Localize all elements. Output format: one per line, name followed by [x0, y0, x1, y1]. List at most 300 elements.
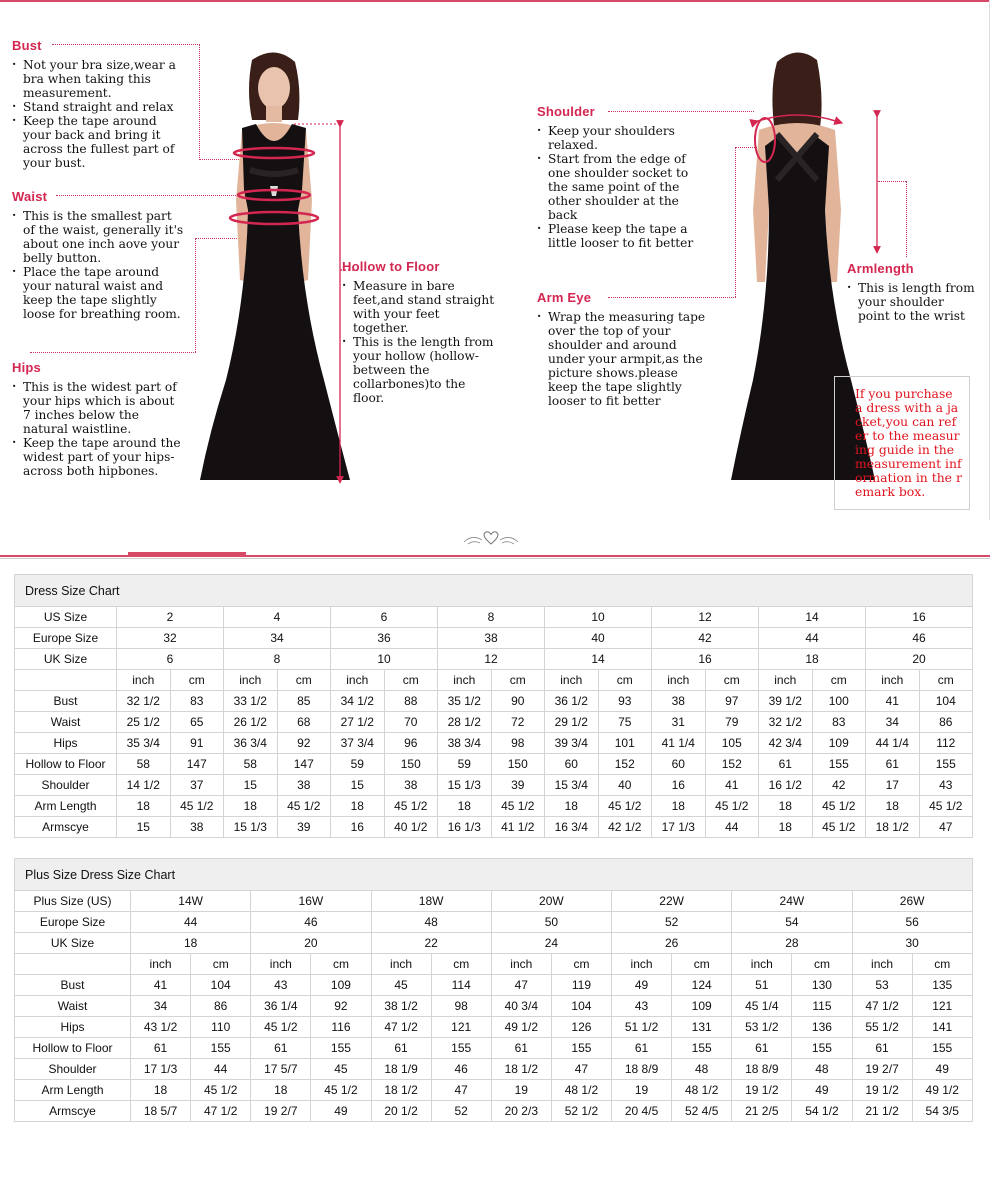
- measure-cell: 32 1/2: [759, 712, 813, 733]
- measure-cell: 49: [792, 1080, 852, 1101]
- size-cell: 18W: [371, 891, 491, 912]
- measure-cell: 16 1/3: [438, 817, 492, 838]
- measure-cell: 36 3/4: [224, 733, 278, 754]
- measure-cell: 40: [598, 775, 652, 796]
- measure-cell: 86: [919, 712, 973, 733]
- measure-cell: 44 1/4: [866, 733, 920, 754]
- measure-cell: 18: [117, 796, 171, 817]
- measure-cell: 54 3/5: [912, 1101, 972, 1122]
- size-cell: 20: [866, 649, 973, 670]
- measure-cell: 152: [705, 754, 759, 775]
- measure-cell: 61: [491, 1038, 551, 1059]
- measure-cell: 45 1/2: [919, 796, 973, 817]
- size-cell: 18: [131, 933, 251, 954]
- measure-cell: 16: [331, 817, 385, 838]
- measure-cell: 19: [491, 1080, 551, 1101]
- measure-cell: 49: [612, 975, 672, 996]
- size-cell: 12: [438, 649, 545, 670]
- measure-cell: 104: [551, 996, 611, 1017]
- measure-cell: 68: [277, 712, 331, 733]
- measure-cell: 41: [866, 691, 920, 712]
- plus-size-dress-chart: [14, 858, 973, 1122]
- unit-inch-cell: inch: [371, 954, 431, 975]
- unit-inch-cell: inch: [852, 954, 912, 975]
- measure-cell: 38: [652, 691, 706, 712]
- measure-cell: 18: [545, 796, 599, 817]
- measure-cell: 42 1/2: [598, 817, 652, 838]
- size-cell: 8: [438, 607, 545, 628]
- measure-cell: 53: [852, 975, 912, 996]
- measure-cell: 60: [652, 754, 706, 775]
- measure-cell: 48 1/2: [672, 1080, 732, 1101]
- measure-cell: 55 1/2: [852, 1017, 912, 1038]
- size-cell: 14: [759, 607, 866, 628]
- measure-cell: 19 2/7: [251, 1101, 311, 1122]
- arm-eye-leader: [608, 297, 736, 298]
- unit-inch-cell: inch: [866, 670, 920, 691]
- measure-cell: 18 1/9: [371, 1059, 431, 1080]
- hips-notes: [12, 380, 184, 478]
- size-cell: 6: [117, 649, 224, 670]
- measure-cell: 18: [131, 1080, 191, 1101]
- size-cell: 50: [491, 912, 611, 933]
- measure-cell: 29 1/2: [545, 712, 599, 733]
- row-label: US Size: [15, 607, 117, 628]
- measure-cell: 18: [652, 796, 706, 817]
- measure-cell: 43: [251, 975, 311, 996]
- measurement-row: [15, 712, 973, 733]
- unit-cm-cell: cm: [812, 670, 866, 691]
- size-cell: 44: [759, 628, 866, 649]
- size-cell: 16: [652, 649, 759, 670]
- size-cell: 46: [866, 628, 973, 649]
- measure-cell: 17 5/7: [251, 1059, 311, 1080]
- unit-inch-cell: inch: [131, 954, 191, 975]
- size-cell: 8: [224, 649, 331, 670]
- measurement-row: [15, 733, 973, 754]
- size-cell: 20W: [491, 891, 611, 912]
- measure-cell: 38: [277, 775, 331, 796]
- unit-inch-cell: inch: [545, 670, 599, 691]
- guide-note-item: · Not your bra size,wear a bra when taking this measurement.: [12, 58, 184, 100]
- measure-cell: 18: [866, 796, 920, 817]
- measure-cell: 18 8/9: [732, 1059, 792, 1080]
- measure-cell: 47: [431, 1080, 491, 1101]
- measure-cell: 58: [224, 754, 278, 775]
- measure-cell: 35 3/4: [117, 733, 171, 754]
- measure-cell: 39 1/2: [759, 691, 813, 712]
- section-divider: [0, 520, 990, 560]
- measure-cell: 98: [491, 733, 545, 754]
- armlength-leader: [906, 181, 907, 257]
- measure-cell: 18: [331, 796, 385, 817]
- unit-row: [15, 670, 973, 691]
- measure-cell: 41: [131, 975, 191, 996]
- measure-cell: 72: [491, 712, 545, 733]
- size-cell: 34: [224, 628, 331, 649]
- hips-leader: [30, 352, 196, 353]
- unit-inch-cell: inch: [612, 954, 672, 975]
- measure-cell: 43 1/2: [131, 1017, 191, 1038]
- size-cell: 12: [652, 607, 759, 628]
- measure-cell: 34: [131, 996, 191, 1017]
- measure-cell: 19 1/2: [852, 1080, 912, 1101]
- row-label: Hollow to Floor: [15, 1038, 131, 1059]
- row-label: Waist: [15, 712, 117, 733]
- measure-cell: 51: [732, 975, 792, 996]
- measure-cell: 91: [170, 733, 224, 754]
- size-cell: 36: [331, 628, 438, 649]
- measure-cell: 45 1/2: [311, 1080, 371, 1101]
- measure-cell: 47 1/2: [191, 1101, 251, 1122]
- measure-cell: 38: [170, 817, 224, 838]
- measure-cell: 16: [652, 775, 706, 796]
- measure-cell: 115: [792, 996, 852, 1017]
- measure-cell: 36 1/2: [545, 691, 599, 712]
- measure-cell: 59: [331, 754, 385, 775]
- measure-cell: 61: [852, 1038, 912, 1059]
- measure-cell: 45 1/2: [598, 796, 652, 817]
- divider-accent-tab: [128, 552, 246, 555]
- measure-cell: 45 1/2: [191, 1080, 251, 1101]
- measure-cell: 45 1/2: [812, 796, 866, 817]
- measure-cell: 79: [705, 712, 759, 733]
- measure-cell: 17 1/3: [131, 1059, 191, 1080]
- heart-flourish-icon: [462, 528, 520, 550]
- measure-cell: 47: [919, 817, 973, 838]
- measure-cell: 37 3/4: [331, 733, 385, 754]
- measure-cell: 42 3/4: [759, 733, 813, 754]
- measure-cell: 43: [919, 775, 973, 796]
- measure-cell: 47 1/2: [852, 996, 912, 1017]
- measure-cell: 45 1/2: [170, 796, 224, 817]
- guide-note-item: · Stand straight and relax: [12, 100, 184, 114]
- unit-inch-cell: inch: [652, 670, 706, 691]
- size-header-row: [15, 891, 973, 912]
- measure-cell: 19 1/2: [732, 1080, 792, 1101]
- measure-cell: 155: [792, 1038, 852, 1059]
- measure-cell: 28 1/2: [438, 712, 492, 733]
- measure-cell: 18: [251, 1080, 311, 1101]
- measure-cell: 155: [912, 1038, 972, 1059]
- divider-accent-line: [0, 555, 990, 557]
- measure-cell: 15 1/3: [438, 775, 492, 796]
- measure-cell: 109: [672, 996, 732, 1017]
- measure-cell: 110: [191, 1017, 251, 1038]
- bust-notes: [12, 58, 184, 170]
- row-label: Arm Length: [15, 796, 117, 817]
- measure-cell: 38: [384, 775, 438, 796]
- guide-note-item: · Keep the tape around your back and bring it across the fullest part of your bust.: [12, 114, 184, 170]
- blank-cell: [15, 954, 131, 975]
- measure-cell: 98: [431, 996, 491, 1017]
- unit-cm-cell: cm: [277, 670, 331, 691]
- row-label: Plus Size (US): [15, 891, 131, 912]
- row-label: Hollow to Floor: [15, 754, 117, 775]
- measure-cell: 116: [311, 1017, 371, 1038]
- measure-cell: 93: [598, 691, 652, 712]
- size-cell: 16W: [251, 891, 371, 912]
- measure-cell: 83: [812, 712, 866, 733]
- measure-cell: 112: [919, 733, 973, 754]
- measure-cell: 155: [551, 1038, 611, 1059]
- measure-cell: 18: [224, 796, 278, 817]
- measure-cell: 18 1/2: [371, 1080, 431, 1101]
- chart-title: Dress Size Chart: [15, 575, 973, 607]
- hollow-to-floor-heading: Hollow to Floor: [342, 259, 440, 274]
- size-header-row: [15, 607, 973, 628]
- measure-cell: 92: [277, 733, 331, 754]
- arm-eye-notes: [537, 310, 707, 408]
- measure-cell: 90: [491, 691, 545, 712]
- size-cell: 42: [652, 628, 759, 649]
- size-cell: 16: [866, 607, 973, 628]
- size-cell: 14W: [131, 891, 251, 912]
- guide-note-item: · This is length from your shoulder point to the wrist: [847, 281, 977, 323]
- measure-cell: 45 1/2: [251, 1017, 311, 1038]
- size-cell: 40: [545, 628, 652, 649]
- measure-cell: 18 1/2: [866, 817, 920, 838]
- row-label: Shoulder: [15, 1059, 131, 1080]
- measure-cell: 35 1/2: [438, 691, 492, 712]
- measure-cell: 40 1/2: [384, 817, 438, 838]
- measure-cell: 45: [371, 975, 431, 996]
- measure-cell: 88: [384, 691, 438, 712]
- measurement-row: [15, 691, 973, 712]
- unit-cm-cell: cm: [912, 954, 972, 975]
- unit-cm-cell: cm: [705, 670, 759, 691]
- measure-cell: 40 3/4: [491, 996, 551, 1017]
- size-cell: 18: [759, 649, 866, 670]
- measure-cell: 52 4/5: [672, 1101, 732, 1122]
- measure-cell: 18 5/7: [131, 1101, 191, 1122]
- measure-cell: 47: [491, 975, 551, 996]
- measure-cell: 39: [277, 817, 331, 838]
- measure-cell: 16 3/4: [545, 817, 599, 838]
- measure-cell: 124: [672, 975, 732, 996]
- measure-cell: 15 3/4: [545, 775, 599, 796]
- measure-cell: 38 3/4: [438, 733, 492, 754]
- guide-note-item: · This is the length from your hollow (hollow-between the collarbones)to the floor.: [342, 335, 498, 405]
- measure-cell: 20 4/5: [612, 1101, 672, 1122]
- shoulder-notes: [537, 124, 707, 250]
- row-label: Bust: [15, 975, 131, 996]
- size-cell: 24W: [732, 891, 852, 912]
- measure-cell: 37: [170, 775, 224, 796]
- measure-cell: 130: [792, 975, 852, 996]
- size-cell: 32: [117, 628, 224, 649]
- measurement-row: [15, 975, 973, 996]
- size-cell: 48: [371, 912, 491, 933]
- divider-rule: [0, 558, 990, 559]
- measurement-row: [15, 996, 973, 1017]
- measure-cell: 147: [170, 754, 224, 775]
- row-label: Europe Size: [15, 628, 117, 649]
- size-header-row: [15, 649, 973, 670]
- waist-notes: [12, 209, 184, 321]
- measure-cell: 17: [866, 775, 920, 796]
- measure-cell: 18: [438, 796, 492, 817]
- measure-cell: 48: [792, 1059, 852, 1080]
- measure-cell: 97: [705, 691, 759, 712]
- dress-size-chart: [14, 574, 973, 838]
- measure-cell: 41: [705, 775, 759, 796]
- front-dress-figure: [190, 50, 360, 490]
- measure-cell: 49: [912, 1059, 972, 1080]
- measure-cell: 51 1/2: [612, 1017, 672, 1038]
- measure-cell: 131: [672, 1017, 732, 1038]
- size-cell: 4: [224, 607, 331, 628]
- unit-cm-cell: cm: [919, 670, 973, 691]
- measure-cell: 15: [224, 775, 278, 796]
- size-cell: 20: [251, 933, 371, 954]
- measure-cell: 27 1/2: [331, 712, 385, 733]
- measure-cell: 52 1/2: [551, 1101, 611, 1122]
- row-label: UK Size: [15, 933, 131, 954]
- size-cell: 30: [852, 933, 972, 954]
- size-header-row: [15, 628, 973, 649]
- measure-cell: 31: [652, 712, 706, 733]
- unit-inch-cell: inch: [117, 670, 171, 691]
- measure-cell: 16 1/2: [759, 775, 813, 796]
- unit-cm-cell: cm: [672, 954, 732, 975]
- size-cell: 28: [732, 933, 852, 954]
- chart-caption-row: [15, 575, 973, 607]
- arm-eye-heading: Arm Eye: [537, 290, 592, 305]
- unit-inch-cell: inch: [331, 670, 385, 691]
- measure-cell: 21 2/5: [732, 1101, 792, 1122]
- size-cell: 52: [612, 912, 732, 933]
- chart-title: Plus Size Dress Size Chart: [15, 859, 973, 891]
- measure-cell: 121: [912, 996, 972, 1017]
- measure-cell: 135: [912, 975, 972, 996]
- measure-cell: 92: [311, 996, 371, 1017]
- row-label: Hips: [15, 1017, 131, 1038]
- unit-cm-cell: cm: [431, 954, 491, 975]
- measure-cell: 19: [612, 1080, 672, 1101]
- size-cell: 26: [612, 933, 732, 954]
- unit-inch-cell: inch: [759, 670, 813, 691]
- guide-note-item: · This is the smallest part of the waist, generally it's about one inch aove your belly button.: [12, 209, 184, 265]
- unit-cm-cell: cm: [170, 670, 224, 691]
- measure-cell: 49 1/2: [491, 1017, 551, 1038]
- measurement-row: [15, 1038, 973, 1059]
- size-cell: 54: [732, 912, 852, 933]
- guide-note-item: · Start from the edge of one shoulder socket to the same point of the other shoulder at the back: [537, 152, 707, 222]
- measure-cell: 20 1/2: [371, 1101, 431, 1122]
- measure-cell: 21 1/2: [852, 1101, 912, 1122]
- measure-cell: 18 8/9: [612, 1059, 672, 1080]
- size-cell: 2: [117, 607, 224, 628]
- measure-cell: 18 1/2: [491, 1059, 551, 1080]
- waist-heading: Waist: [12, 189, 48, 204]
- measure-cell: 121: [431, 1017, 491, 1038]
- measure-cell: 15: [331, 775, 385, 796]
- shoulder-heading: Shoulder: [537, 104, 595, 119]
- measurement-row: [15, 775, 973, 796]
- measure-cell: 48 1/2: [551, 1080, 611, 1101]
- row-label: Waist: [15, 996, 131, 1017]
- measurement-row: [15, 754, 973, 775]
- size-cell: 10: [545, 607, 652, 628]
- measure-cell: 44: [705, 817, 759, 838]
- measure-cell: 59: [438, 754, 492, 775]
- unit-cm-cell: cm: [792, 954, 852, 975]
- measure-cell: 147: [277, 754, 331, 775]
- measure-cell: 109: [812, 733, 866, 754]
- measure-cell: 25 1/2: [117, 712, 171, 733]
- measure-cell: 45: [311, 1059, 371, 1080]
- size-cell: 56: [852, 912, 972, 933]
- measure-cell: 15: [117, 817, 171, 838]
- measure-cell: 52: [431, 1101, 491, 1122]
- measure-cell: 61: [759, 754, 813, 775]
- blank-cell: [15, 670, 117, 691]
- measurement-row: [15, 1017, 973, 1038]
- armlength-heading: Armlength: [847, 261, 914, 276]
- row-label: UK Size: [15, 649, 117, 670]
- measure-cell: 20 2/3: [491, 1101, 551, 1122]
- measure-cell: 61: [866, 754, 920, 775]
- measure-cell: 126: [551, 1017, 611, 1038]
- measure-cell: 45 1/2: [277, 796, 331, 817]
- guide-note-item: · Please keep the tape a little looser to fit better: [537, 222, 707, 250]
- measure-cell: 155: [672, 1038, 732, 1059]
- size-cell: 24: [491, 933, 611, 954]
- measure-cell: 101: [598, 733, 652, 754]
- measure-cell: 61: [371, 1038, 431, 1059]
- measure-cell: 53 1/2: [732, 1017, 792, 1038]
- measure-cell: 33 1/2: [224, 691, 278, 712]
- measure-cell: 155: [919, 754, 973, 775]
- row-label: Europe Size: [15, 912, 131, 933]
- measure-cell: 136: [792, 1017, 852, 1038]
- unit-row: [15, 954, 973, 975]
- size-cell: 44: [131, 912, 251, 933]
- size-header-row: [15, 912, 973, 933]
- unit-cm-cell: cm: [384, 670, 438, 691]
- bust-leader: [52, 44, 200, 45]
- hips-heading: Hips: [12, 360, 41, 375]
- row-label: Hips: [15, 733, 117, 754]
- hollow-to-floor-notes: [342, 279, 498, 405]
- measure-cell: 39 3/4: [545, 733, 599, 754]
- measure-cell: 54 1/2: [792, 1101, 852, 1122]
- row-label: Armscye: [15, 1101, 131, 1122]
- measure-cell: 61: [732, 1038, 792, 1059]
- guide-note-item: · Keep your shoulders relaxed.: [537, 124, 707, 152]
- measurement-guide: [0, 0, 990, 520]
- measure-cell: 150: [384, 754, 438, 775]
- measure-cell: 119: [551, 975, 611, 996]
- unit-inch-cell: inch: [732, 954, 792, 975]
- size-cell: 6: [331, 607, 438, 628]
- size-cell: 14: [545, 649, 652, 670]
- measure-cell: 65: [170, 712, 224, 733]
- guide-note-item: · Keep the tape around the widest part of your hips-across both hipbones.: [12, 436, 184, 478]
- measure-cell: 48: [672, 1059, 732, 1080]
- measure-cell: 47 1/2: [371, 1017, 431, 1038]
- size-cell: 38: [438, 628, 545, 649]
- size-cell: 26W: [852, 891, 972, 912]
- row-label: Arm Length: [15, 1080, 131, 1101]
- measure-cell: 61: [251, 1038, 311, 1059]
- measure-cell: 58: [117, 754, 171, 775]
- size-header-row: [15, 933, 973, 954]
- guide-note-item: · Wrap the measuring tape over the top of your shoulder and around under your armpit,as the picture shows.please keep the tape slightly looser to fit better: [537, 310, 707, 408]
- measure-cell: 45 1/2: [705, 796, 759, 817]
- measure-cell: 43: [612, 996, 672, 1017]
